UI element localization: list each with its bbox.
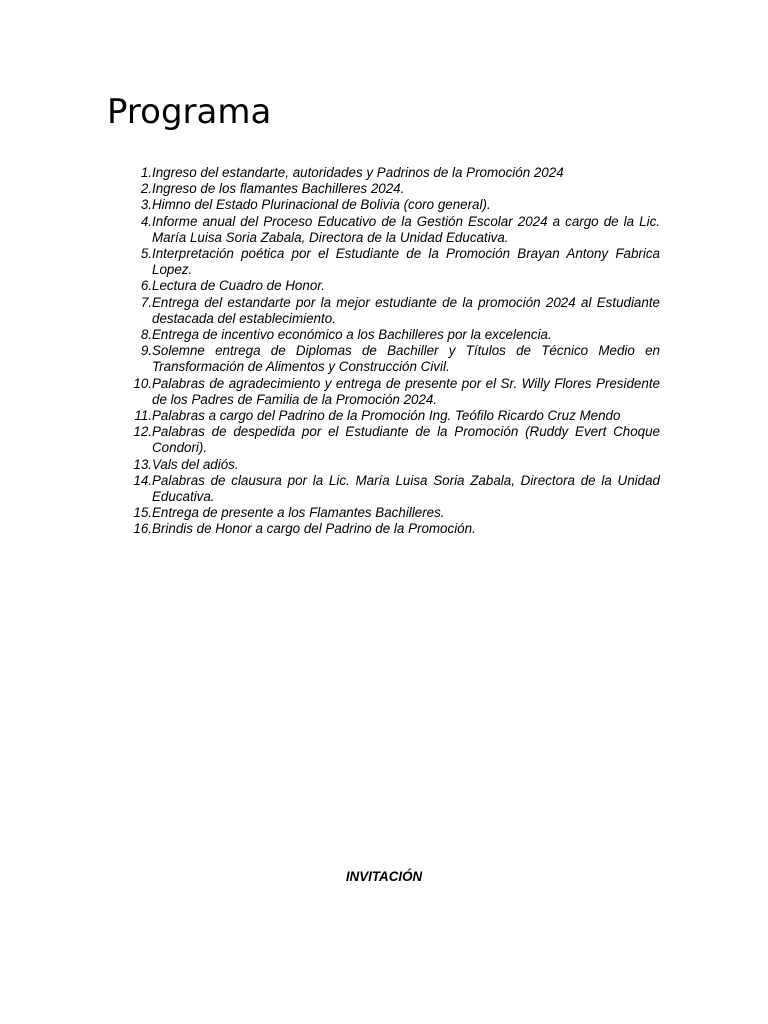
item-text: Vals del adiós. (152, 456, 239, 472)
program-item (128, 376, 660, 408)
program-item (128, 295, 660, 327)
program-item (128, 457, 660, 473)
invitation-heading: INVITACIÓN (345, 869, 423, 884)
page-title: Programa (107, 92, 272, 132)
program-item (128, 246, 660, 278)
program-list (128, 165, 660, 538)
item-text: Palabras de agradecimiento y entrega de presente por el Sr. Willy Flores Presidente de los Padres de Familia de la Promoción 2024. (152, 375, 660, 407)
item-text: Interpretación poética por el Estudiante de la Promoción Brayan Antony Fabrica Lopez. (152, 246, 660, 278)
program-item (128, 197, 660, 213)
item-text: Palabras a cargo del Padrino de la Promoción Ing. Teófilo Ricardo Cruz Mendo (152, 408, 621, 424)
program-item (128, 521, 660, 537)
item-number: 11. (134, 408, 152, 424)
item-text: Entrega de incentivo económico a los Bachilleres por la excelencia. (152, 327, 552, 343)
item-text: Lectura de Cuadro de Honor. (152, 278, 325, 294)
program-item (128, 327, 660, 343)
item-text: Informe anual del Proceso Educativo de la Gestión Escolar 2024 a cargo de la Lic. María Luisa Soria Zabala, Directora de la Unidad Educativa. (152, 213, 660, 245)
item-number: 5. (140, 246, 152, 262)
item-number: 2. (140, 181, 152, 197)
program-item (128, 505, 660, 521)
item-text: Entrega de presente a los Flamantes Bachilleres. (152, 505, 445, 521)
program-item (128, 214, 660, 246)
program-item (128, 424, 660, 456)
item-number: 4. (140, 213, 152, 229)
program-item (128, 343, 660, 375)
item-number: 15. (133, 505, 152, 521)
item-text: Brindis de Honor a cargo del Padrino de la Promoción. (152, 521, 476, 537)
item-number: 1. (140, 165, 152, 180)
program-item (128, 473, 660, 505)
program-item (128, 181, 660, 197)
item-text: Ingreso del estandarte, autoridades y Padrinos de la Promoción 2024 (152, 165, 564, 180)
item-text: Himno del Estado Plurinacional de Bolivia (coro general). (152, 197, 491, 213)
item-number: 8. (140, 327, 152, 343)
item-text: Ingreso de los flamantes Bachilleres 2024. (152, 181, 405, 197)
item-number: 16. (133, 521, 152, 537)
program-item (128, 408, 660, 424)
item-text: Entrega del estandarte por la mejor estudiante de la promoción 2024 al Estudiante destacada del establecimiento. (152, 294, 660, 326)
program-item (128, 278, 660, 294)
item-text: Palabras de despedida por el Estudiante de la Promoción (Ruddy Evert Choque Condori). (152, 424, 660, 456)
item-number: 3. (140, 197, 152, 213)
item-number: 6. (140, 278, 152, 294)
item-text: Solemne entrega de Diplomas de Bachiller y Títulos de Técnico Medio en Transformación de Alimentos y Construcción Civil. (152, 343, 660, 375)
item-text: Palabras de clausura por la Lic. María Luisa Soria Zabala, Directora de la Unidad Educativa. (152, 472, 660, 505)
program-item (128, 165, 660, 181)
item-number: 12. (133, 424, 152, 440)
item-number: 14. (133, 472, 152, 488)
item-number: 7. (140, 294, 152, 310)
item-number: 9. (140, 343, 152, 359)
item-number: 13. (133, 456, 152, 472)
item-number: 10. (133, 375, 152, 391)
